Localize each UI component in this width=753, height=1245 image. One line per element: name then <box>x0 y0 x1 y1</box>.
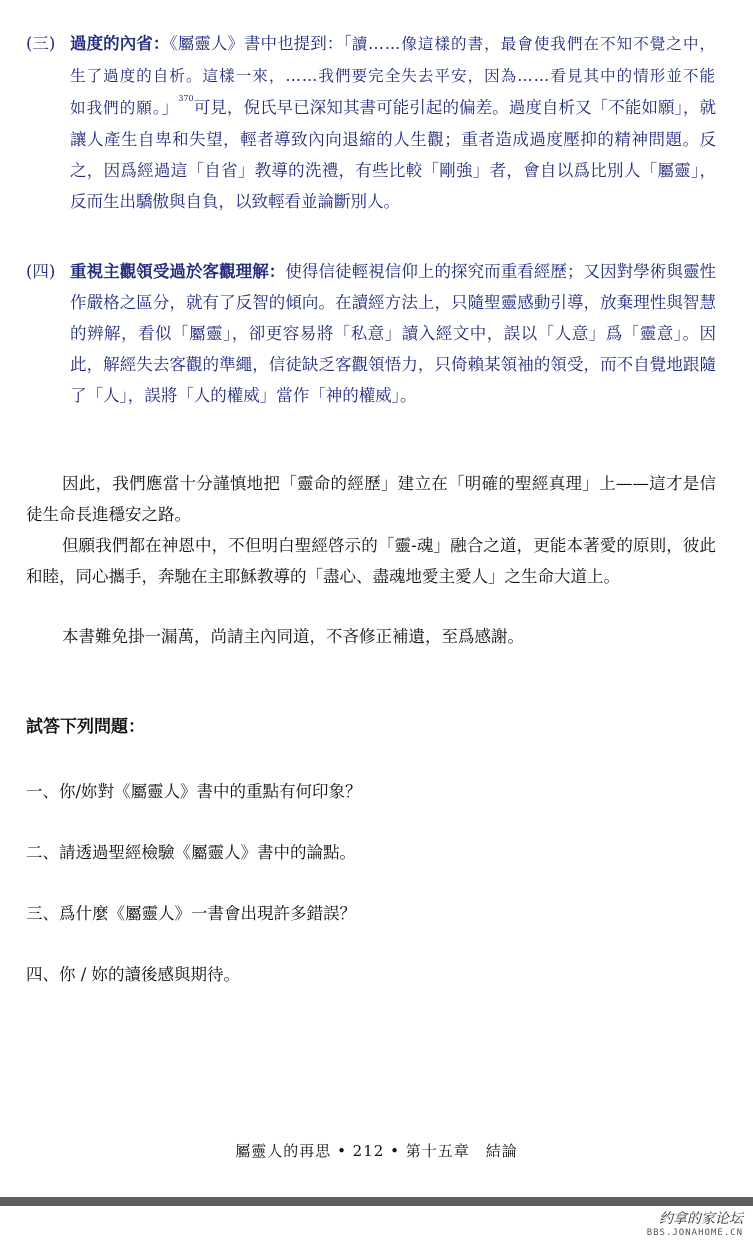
point-four-text: 使得信徒輕視信仰上的探究而重看經歷；又因對學術與靈性作嚴格之區分，就有了反智的傾向。在讀經方法上，只隨聖靈感動引導，放棄理性與智慧的辨解，看似「屬靈」，卻更容易將「私意」讀入經文中，誤以「人意」爲「靈意」。因此，解經失去客觀的準繩，信徒缺乏客觀領悟力，只倚賴某領袖的領受，而不自覺地跟隨了「人」，誤將「人的權威」當作「神的權威」。 <box>70 262 717 405</box>
point-four-number: (四) <box>26 262 56 281</box>
point-three-body <box>70 28 716 217</box>
watermark-name: 约拿的家论坛 <box>659 1211 743 1227</box>
point-three-title: 過度的內省： <box>70 34 170 53</box>
question-1: 一、你/妳對《屬靈人》書中的重點有何印象？ <box>26 782 362 801</box>
point-four <box>26 256 716 411</box>
point-three-number: (三) <box>26 34 56 53</box>
paragraph-1: 因此，我們應當十分謹慎地把「靈命的經歷」建立在「明確的聖經真理」上——這才是信徒生命長進穩安之路。 <box>26 474 716 524</box>
bottom-divider-bar <box>0 1197 753 1206</box>
point-three-text2: 」 <box>161 98 179 117</box>
footnote-marker: 370 <box>178 94 194 103</box>
forum-watermark <box>647 1208 743 1238</box>
point-three <box>26 28 716 217</box>
page-footer: 屬靈人的再思 • 212 • 第十五章 結論 <box>235 1142 518 1160</box>
questions-heading: 試答下列問題： <box>26 717 145 737</box>
paragraph-3: 本書難免掛一漏萬，尚請主內同道，不吝修正補遺，至爲感謝。 <box>62 627 524 646</box>
question-4: 四、你 / 妳的讀後感與期待。 <box>26 965 241 984</box>
point-three-text3: 可見，倪氏早已深知其書可能引起的偏差。過度自析又「不能如願」，就讓人產生自卑和失望，輕者導致內向退縮的人生觀；重者造成過度壓抑的精神問題。反之，因爲經過這「自省」教導的洗禮，有些比較「剛強」者，會自以爲比別人「屬靈」，反而生出驕傲與自負，以致輕看並論斷別人。 <box>70 98 717 211</box>
paragraph-2: 但願我們都在神恩中，不但明白聖經啓示的「靈-魂」融合之道，更能本著愛的原則，彼此和睦，同心攜手，奔馳在主耶穌教導的「盡心、盡魂地愛主愛人」之生命大道上。 <box>26 536 716 586</box>
point-four-body <box>70 256 716 411</box>
question-3: 三、爲什麼《屬靈人》一書會出現許多錯誤？ <box>26 904 356 923</box>
question-2: 二、請透過聖經檢驗《屬靈人》書中的論點。 <box>26 843 356 862</box>
point-four-title: 重視主觀領受過於客觀理解： <box>70 262 286 281</box>
point-three-quote: 讀……像這樣的書，最會使我們在不知不覺之中，生了過度的自析。這樣一來，……我們要完全失去平安，因為……看見其中的情形並不能如我們的願。 <box>70 35 717 117</box>
point-three-text1: 《屬靈人》書中也提到：「 <box>169 34 352 53</box>
watermark-url: BBS.JONAHOME.CN <box>646 1228 743 1238</box>
